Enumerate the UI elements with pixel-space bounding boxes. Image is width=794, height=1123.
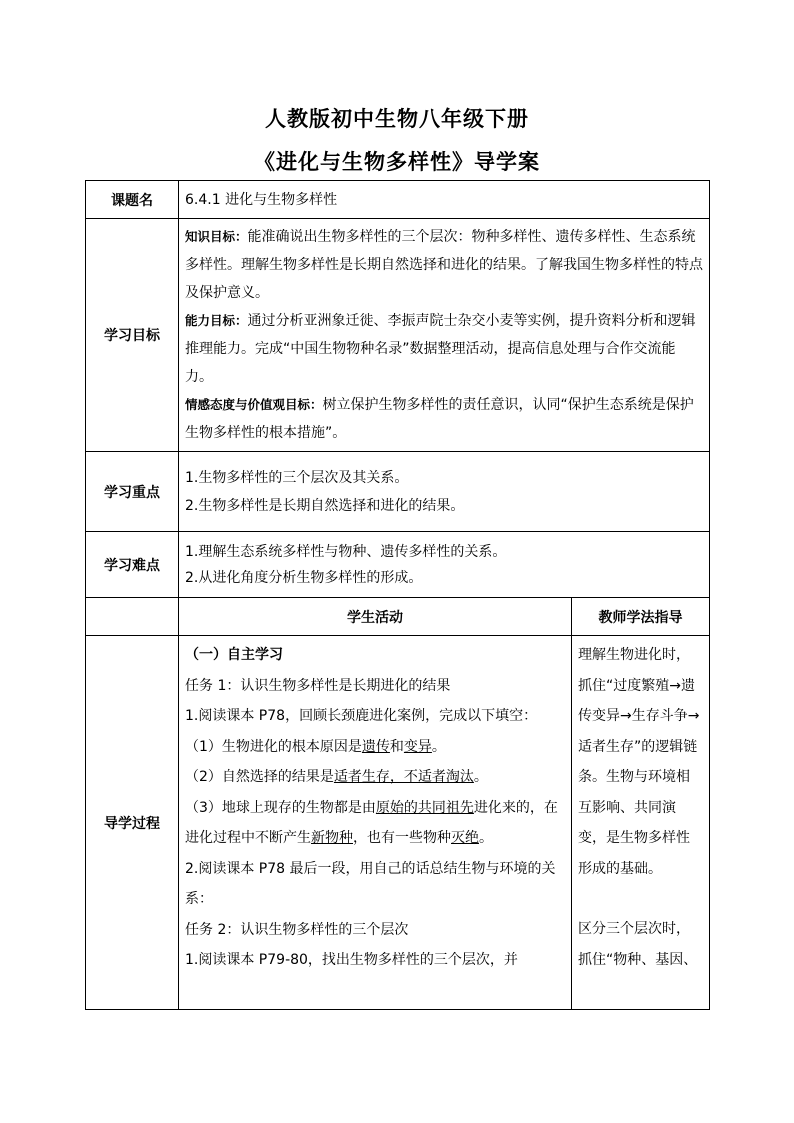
question-3: 1.阅读课本 P79-80，找出生物多样性的三个层次，并 [185, 952, 518, 968]
ability-goal-label: 能力目标： [185, 313, 248, 328]
row-objectives [86, 219, 710, 452]
knowledge-goal-text: 能准确说出生物多样性的三个层次：物种多样性、遗传多样性、生态系统多样性。理解生物多样性是长期自然选择和进化的结果。了解我国生物多样性的特点及保护意义。 [185, 229, 703, 301]
document-subtitle: 《进化与生物多样性》导学案 [254, 150, 540, 174]
fill-blank-1: （1）生物进化的根本原因是遗传和变异。 [185, 738, 446, 755]
fill-blank-2: （2）自然选择的结果是适者生存，不适者淘汰。 [185, 769, 488, 785]
key-point-item: 2.生物多样性是长期自然选择和进化的结果。 [185, 497, 465, 514]
answer-new-species: 新物种 [311, 830, 353, 846]
objectives-content [179, 219, 709, 451]
row-process [86, 636, 710, 1010]
document-title: 人教版初中生物八年级下册 [265, 107, 529, 131]
answer-variation: 变异 [403, 738, 432, 755]
row-column-headers [86, 598, 710, 636]
lesson-table [85, 180, 710, 1010]
question-2: 2.阅读课本 P78 最后一段，用自己的话总结生物与环境的关系： [185, 860, 556, 907]
section-heading: （一）自主学习 [185, 647, 283, 663]
answer-heredity: 遗传 [361, 738, 390, 755]
difficulty-item: 1.理解生态系统多样性与物种、遗传多样性的关系。 [185, 543, 507, 560]
topic-value: 6.4.1 进化与生物多样性 [185, 191, 338, 208]
row-difficulties [86, 532, 710, 598]
difficulties-label: 学习难点 [86, 532, 179, 598]
key-points-label: 学习重点 [86, 452, 179, 532]
ability-goal-text: 通过分析亚洲象迁徙、李振声院士杂交小麦等实例，提升资料分析和逻辑推理能力。完成“中国生物物种名录”数据整理活动，提高信息处理与合作交流能力。 [185, 313, 696, 385]
row-topic [86, 181, 710, 219]
teacher-guidance-header: 教师学法指导 [572, 598, 710, 636]
teacher-guidance-content [572, 636, 709, 979]
attitude-goal-text: 树立保护生物多样性的责任意识，认同“保护生态系统是保护生物多样性的根本措施”。 [185, 397, 694, 441]
answer-common-ancestor: 原始的共同祖先 [375, 799, 474, 816]
attitude-goal-label: 情感态度与价值观目标： [185, 397, 323, 412]
task-1-heading: 任务 1：认识生物多样性是长期进化的结果 [185, 677, 451, 694]
answer-extinction: 灭绝 [451, 830, 479, 846]
guidance-levels: 区分三个层次时，抓住“物种、基因、 [578, 921, 698, 968]
student-activity-header: 学生活动 [179, 598, 572, 636]
process-label: 导学过程 [86, 636, 179, 1010]
knowledge-goal-label: 知识目标： [185, 229, 248, 244]
fill-blank-3: （3）地球上现存的生物都是由原始的共同祖先进化来的，在进化过程中不断产生新物种，也有一些物种灭绝。 [185, 799, 558, 846]
objectives-label: 学习目标 [86, 219, 179, 452]
question-1: 1.阅读课本 P78，回顾长颈鹿进化案例，完成以下填空： [185, 708, 538, 724]
topic-label: 课题名 [86, 181, 179, 219]
key-point-item: 1.生物多样性的三个层次及其关系。 [185, 469, 409, 486]
guidance-evolution: 理解生物进化时，抓住“过度繁殖→遗传变异→生存斗争→适者生存”的逻辑链条。生物与环境相互影响、共同演变，是生物多样性形成的基础。 [578, 647, 700, 877]
answer-selection-result: 适者生存，不适者淘汰 [333, 769, 474, 785]
student-activity-content [179, 636, 571, 980]
difficulty-item: 2.从进化角度分析生物多样性的形成。 [185, 569, 423, 586]
task-2-heading: 任务 2：认识生物多样性的三个层次 [185, 921, 409, 938]
row-key-points [86, 452, 710, 532]
